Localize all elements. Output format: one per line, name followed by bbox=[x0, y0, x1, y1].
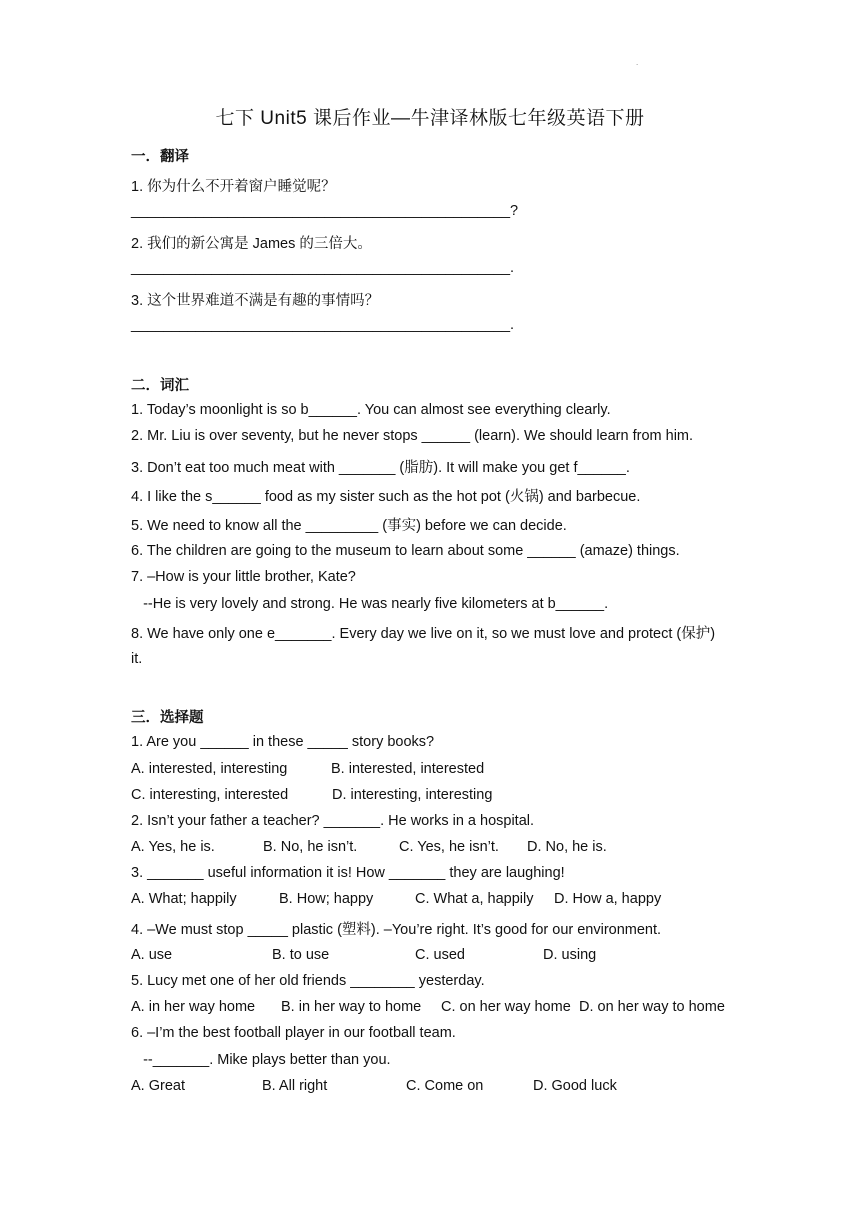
vocab-item-7-reply: --He is very lovely and strong. He was nearly five kilometers at b______. bbox=[131, 596, 609, 612]
translation-answer-line-1: _______________________________________________? bbox=[131, 203, 519, 219]
choice-2-option-a: A. Yes, he is. bbox=[131, 839, 215, 855]
vocab-item-3: 3. Don’t eat too much meat with _______ (脂肪). It will make you get f______. bbox=[131, 460, 630, 476]
choice-6-option-d: D. Good luck bbox=[533, 1078, 617, 1094]
choice-2-option-b: B. No, he isn’t. bbox=[263, 839, 358, 855]
translation-answer-line-3: _______________________________________________. bbox=[131, 317, 515, 333]
choice-question-1: 1. Are you ______ in these _____ story books? bbox=[131, 734, 435, 750]
choice-5-option-d: D. on her way to home bbox=[579, 999, 725, 1015]
section-heading-vocabulary: 二．词汇 bbox=[131, 378, 189, 394]
choice-question-6: 6. –I’m the best football player in our football team. bbox=[131, 1025, 456, 1041]
choice-6-option-a: A. Great bbox=[131, 1078, 185, 1094]
choice-question-5: 5. Lucy met one of her old friends ________ yesterday. bbox=[131, 973, 485, 989]
vocab-item-2: 2. Mr. Liu is over seventy, but he never stops ______ (learn). We should learn from him. bbox=[131, 428, 694, 444]
choice-1-option-b: B. interested, interested bbox=[331, 761, 485, 777]
choice-2-option-c: C. Yes, he isn’t. bbox=[399, 839, 499, 855]
choice-4-option-c: C. used bbox=[415, 947, 465, 963]
choice-1-option-a: A. interested, interesting bbox=[131, 761, 288, 777]
vocab-item-5: 5. We need to know all the _________ (事实) before we can decide. bbox=[131, 518, 567, 534]
vocab-item-1: 1. Today’s moonlight is so b______. You can almost see everything clearly. bbox=[131, 402, 611, 418]
choice-5-option-c: C. on her way home bbox=[441, 999, 571, 1015]
section-heading-choice: 三．选择题 bbox=[131, 710, 204, 726]
vocab-item-8-continued: it. bbox=[131, 651, 143, 667]
choice-4-option-a: A. use bbox=[131, 947, 173, 963]
choice-3-option-d: D. How a, happy bbox=[554, 891, 662, 907]
choice-3-option-a: A. What; happily bbox=[131, 891, 237, 907]
choice-question-2: 2. Isn’t your father a teacher? _______. He works in a hospital. bbox=[131, 813, 535, 829]
choice-5-option-a: A. in her way home bbox=[131, 999, 256, 1015]
page-title: 七下 Unit5 课后作业—牛津译林版七年级英语下册 bbox=[215, 108, 645, 129]
page-marker: . bbox=[636, 58, 639, 67]
section-heading-translation: 一．翻译 bbox=[131, 149, 189, 165]
choice-1-option-c: C. interesting, interested bbox=[131, 787, 289, 803]
translation-question-3: 3. 这个世界难道不满是有趣的事情吗？ bbox=[131, 293, 380, 309]
choice-question-4: 4. –We must stop _____ plastic (塑料). –You’re right. It’s good for our environment. bbox=[131, 922, 662, 938]
choice-3-option-b: B. How; happy bbox=[279, 891, 374, 907]
vocab-item-4: 4. I like the s______ food as my sister such as the hot pot (火锅) and barbecue. bbox=[131, 489, 641, 505]
choice-6-option-c: C. Come on bbox=[406, 1078, 484, 1094]
vocab-item-8: 8. We have only one e_______. Every day we live on it, so we must love and protect (保护) bbox=[131, 626, 716, 642]
choice-4-option-d: D. using bbox=[543, 947, 597, 963]
choice-4-option-b: B. to use bbox=[272, 947, 330, 963]
choice-question-6-reply: --_______. Mike plays better than you. bbox=[131, 1052, 391, 1068]
vocab-item-7: 7. –How is your little brother, Kate? bbox=[131, 569, 356, 585]
choice-2-option-d: D. No, he is. bbox=[527, 839, 607, 855]
translation-question-2: 2. 我们的新公寓是 James 的三倍大。 bbox=[131, 236, 372, 252]
vocab-item-6: 6. The children are going to the museum to learn about some ______ (amaze) things. bbox=[131, 543, 680, 559]
choice-question-3: 3. _______ useful information it is! How _______ they are laughing! bbox=[131, 865, 565, 881]
choice-6-option-b: B. All right bbox=[262, 1078, 328, 1094]
choice-5-option-b: B. in her way to home bbox=[281, 999, 422, 1015]
choice-1-option-d: D. interesting, interesting bbox=[332, 787, 493, 803]
translation-answer-line-2: _______________________________________________. bbox=[131, 260, 515, 276]
translation-question-1: 1. 你为什么不开着窗户睡觉呢？ bbox=[131, 179, 336, 195]
choice-3-option-c: C. What a, happily bbox=[415, 891, 534, 907]
